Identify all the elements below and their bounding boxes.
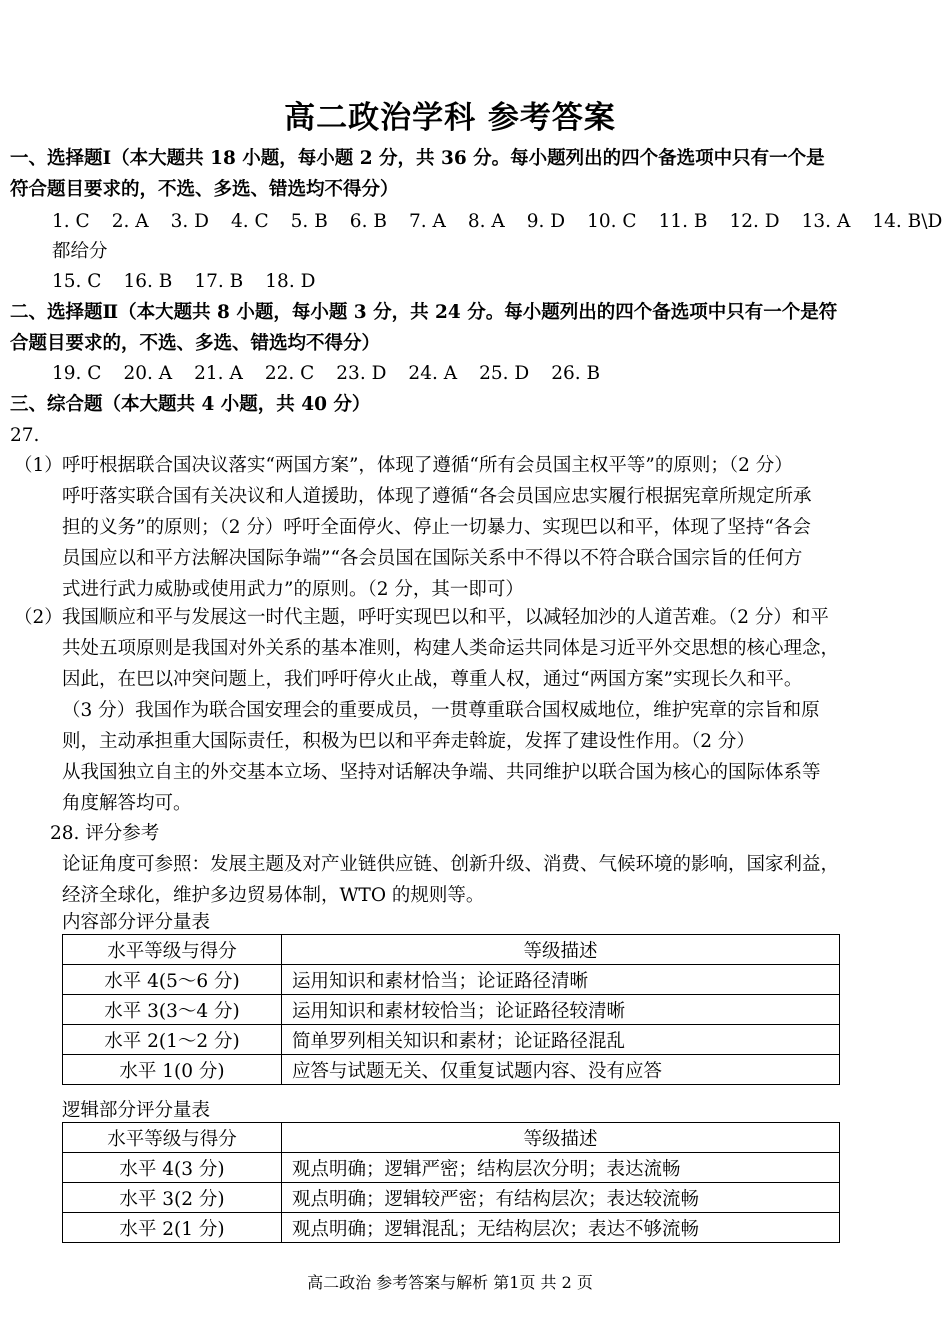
q27-part2-line: 从我国独立自主的外交基本立场、坚持对话解决争端、共同维护以联合国为核心的国际体系等	[62, 762, 821, 783]
answer-item: 13. A	[801, 211, 851, 232]
q28-line: 经济全球化，维护多边贸易体制，WTO 的规则等。	[62, 885, 485, 906]
column-header: 水平等级与得分	[63, 935, 282, 965]
level-cell: 水平 2(1～2 分)	[63, 1025, 282, 1055]
description-cell: 观点明确；逻辑较严密；有结构层次；表达较流畅	[282, 1183, 840, 1213]
logic-scoring-table	[62, 1122, 840, 1243]
answer-item: 12. D	[729, 211, 780, 232]
q27-part1-line: 式进行武力威胁或使用武力”的原则。（2 分，其一即可）	[62, 579, 524, 600]
answer-item: 25. D	[479, 363, 530, 384]
answer-item: 23. D	[336, 363, 387, 384]
level-cell: 水平 3(2 分)	[63, 1183, 282, 1213]
answer-item: 26. B	[551, 363, 601, 384]
q27-part2-label: （2）	[14, 607, 63, 628]
column-header: 等级描述	[282, 1123, 840, 1153]
q27-part1-line: 担的义务”的原则；（2 分）呼吁全面停火、停止一切暴力、实现巴以和平，体现了坚持“各会	[62, 517, 811, 538]
answer-item: 21. A	[194, 363, 243, 384]
answer-item: 9. D	[526, 211, 566, 232]
table2-caption: 逻辑部分评分量表	[62, 1100, 211, 1121]
level-cell: 水平 4(3 分)	[63, 1153, 282, 1183]
q27-part1-line: 呼吁落实联合国有关决议和人道援助，体现了遵循“各会员国应忠实履行根据宪章所规定所承	[62, 486, 812, 507]
q28-title: 28. 评分参考	[50, 823, 160, 844]
q27-part2-line: 角度解答均可。	[62, 793, 192, 814]
section1-answers-row2	[52, 266, 934, 297]
table-row	[63, 1055, 840, 1085]
description-cell: 观点明确；逻辑混乱；无结构层次；表达不够流畅	[282, 1213, 840, 1243]
answer-item: 1. C	[52, 211, 90, 232]
description-cell: 观点明确；逻辑严密；结构层次分明；表达流畅	[282, 1153, 840, 1183]
level-cell: 水平 4(5～6 分)	[63, 965, 282, 995]
answer-item: 5. B	[290, 211, 328, 232]
table1-caption: 内容部分评分量表	[62, 912, 211, 933]
answer-item: 10. C	[587, 211, 637, 232]
q27-part1-line: 员国应以和平方法解决国际争端”“各会员国在国际关系中不得以不符合联合国宗旨的任何方	[62, 548, 803, 569]
level-cell: 水平 3(3～4 分)	[63, 995, 282, 1025]
level-cell: 水平 1(0 分)	[63, 1055, 282, 1085]
answer-item: 20. A	[123, 363, 173, 384]
description-cell: 运用知识和素材恰当；论证路径清晰	[282, 965, 840, 995]
page-title: 高二政治学科 参考答案	[284, 100, 616, 136]
answer-item: 11. B	[658, 211, 708, 232]
section3-heading: 三、综合题（本大题共 4 小题，共 40 分）	[10, 394, 371, 415]
table-row	[63, 1183, 840, 1213]
section1-heading-line1: 一、选择题Ⅰ（本大题共 18 小题，每小题 2 分，共 36 分。每小题列出的四个备选项中只有一个是	[10, 148, 825, 169]
table-row	[63, 995, 840, 1025]
answer-item: 15. C	[52, 271, 102, 292]
answer-item: 19. C	[52, 363, 102, 384]
column-header: 等级描述	[282, 935, 840, 965]
section2-heading-line1: 二、选择题Ⅱ（本大题共 8 小题，每小题 3 分，共 24 分。每小题列出的四个备选项中只有一个是符	[10, 302, 838, 323]
answer-item: 22. C	[264, 363, 315, 384]
section1-answers-row1	[52, 206, 942, 237]
description-cell: 运用知识和素材较恰当；论证路径较清晰	[282, 995, 840, 1025]
description-cell: 简单罗列相关知识和素材；论证路径混乱	[282, 1025, 840, 1055]
answer-item: 14. B\D	[872, 211, 942, 232]
content-scoring-table	[62, 934, 840, 1085]
section1-heading-line2: 符合题目要求的，不选、多选、错选均不得分）	[10, 179, 399, 200]
q27-part2-line: 我国顺应和平与发展这一时代主题，呼吁实现巴以和平，以减轻加沙的人道苦难。（2 分）和平	[62, 607, 829, 628]
table-row	[63, 1153, 840, 1183]
q27-part2-line: （3 分）我国作为联合国安理会的重要成员，一贯尊重联合国权威地位，维护宪章的宗旨和原	[62, 700, 820, 721]
q27-part1-line: 呼吁根据联合国决议落实“两国方案”，体现了遵循“所有会员国主权平等”的原则；（2 分）	[62, 455, 793, 476]
answer-item: 2. A	[111, 211, 149, 232]
description-cell: 应答与试题无关、仅重复试题内容、没有应答	[282, 1055, 840, 1085]
table-header-row	[63, 1123, 840, 1153]
page-footer: 高二政治 参考答案与解析 第1页 共 2 页	[307, 1273, 593, 1292]
q27-part2-line: 则，主动承担重大国际责任，积极为巴以和平奔走斡旋，发挥了建设性作用。（2 分）	[62, 731, 755, 752]
answer-item: 24. A	[408, 363, 458, 384]
q27-part1-label: （1）	[14, 455, 63, 476]
answer-item: 3. D	[170, 211, 209, 232]
column-header: 水平等级与得分	[63, 1123, 282, 1153]
section1-note: 都给分	[52, 241, 108, 262]
level-cell: 水平 2(1 分)	[63, 1213, 282, 1243]
section2-answers	[52, 358, 934, 389]
section2-heading-line2: 合题目要求的，不选、多选、错选均不得分）	[10, 333, 381, 354]
table-row	[63, 965, 840, 995]
answer-item: 18. D	[265, 271, 316, 292]
table-row	[63, 1213, 840, 1243]
answer-item: 7. A	[408, 211, 446, 232]
answer-item: 16. B	[123, 271, 173, 292]
q27-part2-line: 共处五项原则是我国对外关系的基本准则，构建人类命运共同体是习近平外交思想的核心理念，	[62, 638, 840, 659]
table-row	[63, 1025, 840, 1055]
q27-part2-line: 因此，在巴以冲突问题上，我们呼吁停火止战，尊重人权，通过“两国方案”实现长久和平。	[62, 669, 803, 690]
answer-item: 17. B	[194, 271, 244, 292]
answer-item: 6. B	[349, 211, 387, 232]
table-header-row	[63, 935, 840, 965]
q28-line: 论证角度可参照：发展主题及对产业链供应链、创新升级、消费、气候环境的影响，国家利益，	[62, 854, 840, 875]
answer-item: 4. C	[230, 211, 269, 232]
q27-number: 27.	[10, 425, 40, 446]
answer-item: 8. A	[467, 211, 505, 232]
